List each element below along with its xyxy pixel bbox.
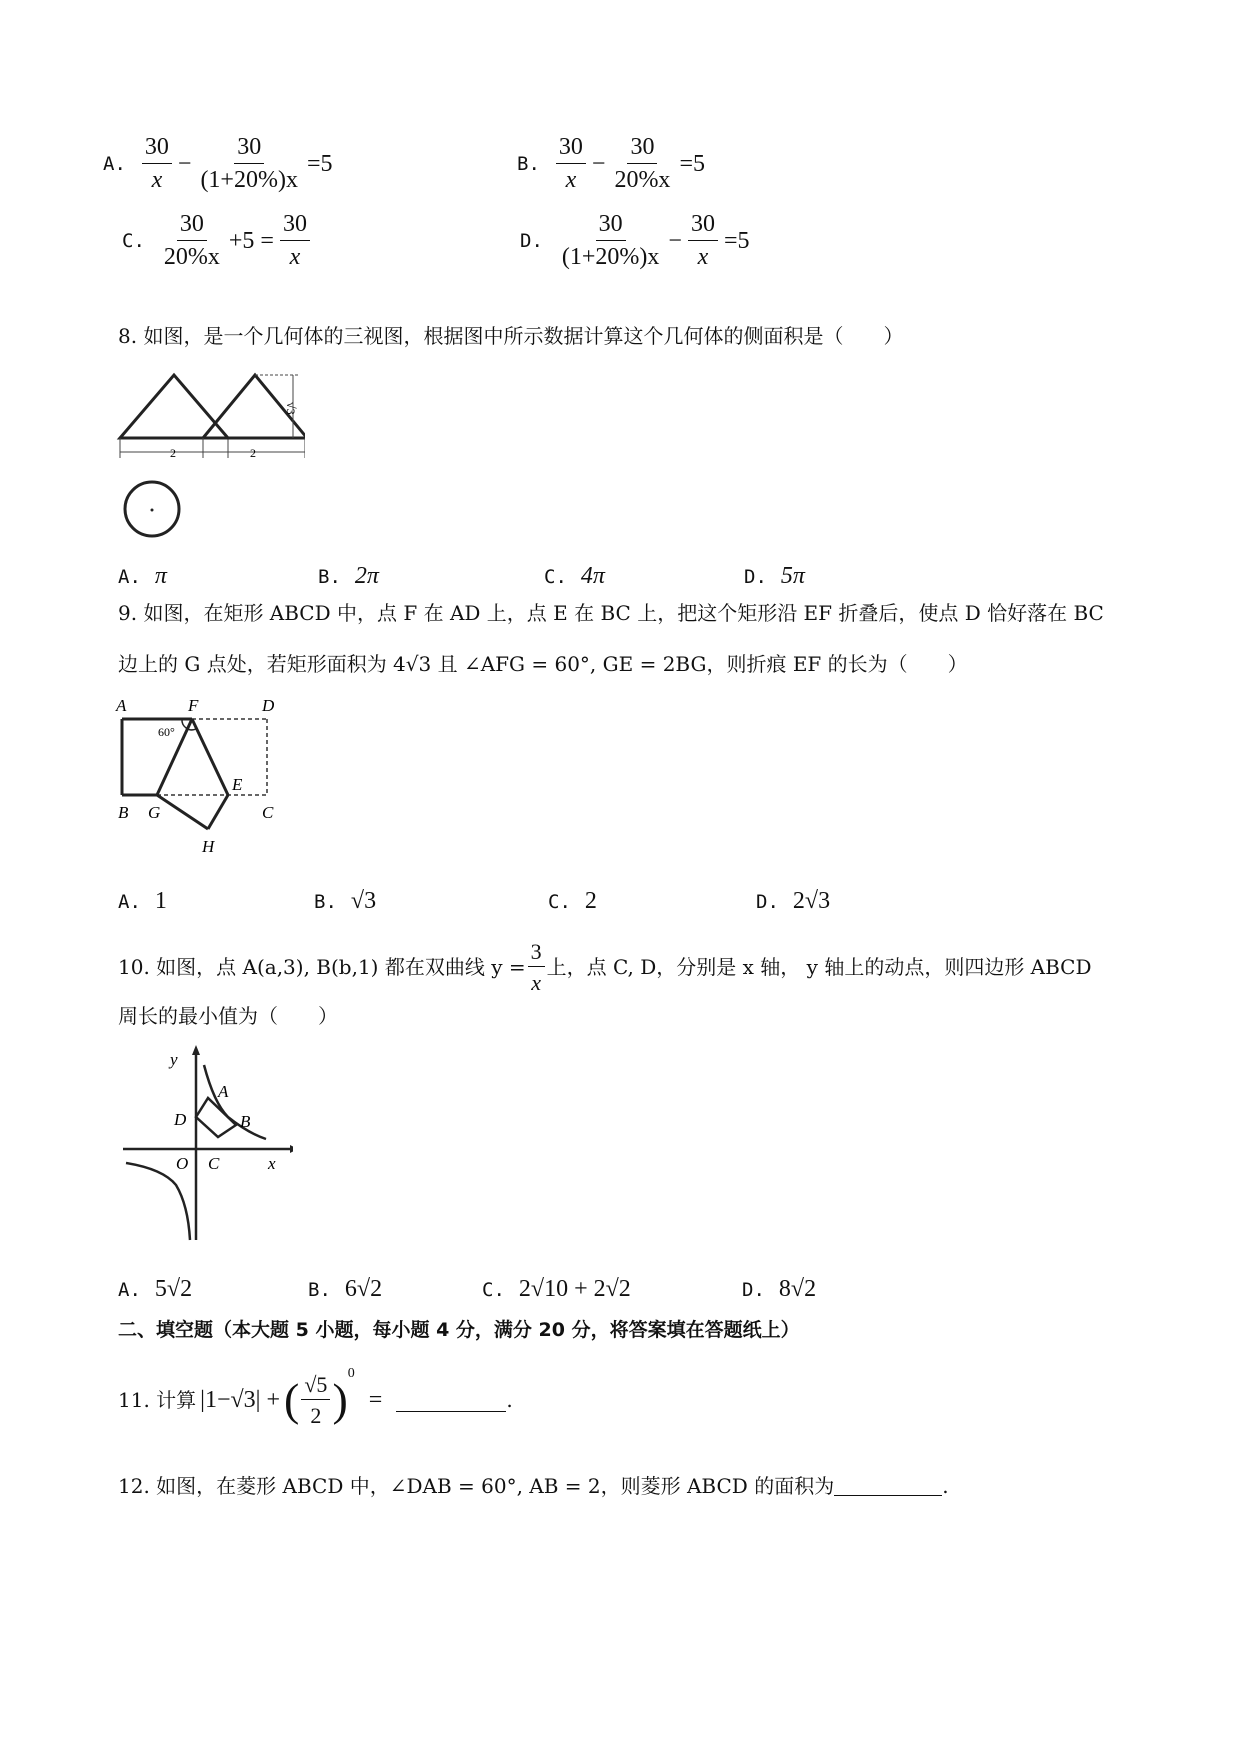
q10-label-y: y: [170, 1050, 178, 1069]
q12-answer-blank[interactable]: [834, 1475, 942, 1496]
q11-answer-blank[interactable]: [396, 1389, 506, 1412]
q10-options: A. 5√2 B. 6√2 C. 2√10 + 2√2 D. 8√2: [118, 1276, 817, 1302]
q9-label-b: B: [118, 803, 129, 822]
q11-stem: 11. 计算 |1−√3| + ( $\frac{√5}{2}$ ) 0 = .: [118, 1366, 513, 1429]
q9-stem-line2: 边上的 G 点处，若矩形面积为 4√3 且 ∠AFG = 60°, GE = 2BG，则折痕 EF 的长为（ ）: [118, 652, 968, 676]
q9-label-h: H: [202, 837, 215, 856]
q10-label-c: C: [208, 1154, 220, 1173]
q10-label-d: D: [174, 1110, 187, 1129]
q10-label-a: A: [218, 1082, 229, 1101]
q11-right-paren: ): [332, 1374, 348, 1426]
q9-stem-line1: 9. 如图，在矩形 ABCD 中，点 F 在 AD 上，点 E 在 BC 上，把这个矩形沿 EF 折叠后，使点 D 恰好落在 BC: [118, 601, 1104, 625]
q10-stem-line2: 周长的最小值为（ ）: [118, 1004, 338, 1028]
q8-side-width-label: 2: [250, 446, 256, 460]
q7-option-b: B. $\frac{30}{x}$ − $\frac{30}{20\%x}$ =5: [517, 134, 705, 194]
q9-options: A. 1 B. √3 C. 2 D. 2√3: [118, 888, 831, 914]
q8-options: A. π B. 2π C. 4π D. 5π: [118, 563, 805, 589]
q11-left-paren: (: [284, 1374, 300, 1426]
q9-fold-figure: [112, 692, 287, 862]
q10-label-o: O: [176, 1154, 189, 1173]
q9-label-d: D: [262, 696, 275, 715]
q7-option-d: D. $\frac{30}{(1+20\%)x}$ − $\frac{30}{x}$ =5: [520, 211, 750, 271]
q8-front-width-label: 2: [170, 446, 176, 460]
q7-option-a: A. $\frac{30}{x}$ − $\frac{30}{(1+20\%)x}$ =5: [103, 134, 333, 194]
q10-hyperbola-figure: [118, 1045, 293, 1245]
q9-label-c: C: [262, 803, 274, 822]
q8-three-view-figure: [115, 368, 305, 543]
q9-angle-label: 60°: [158, 725, 175, 739]
q9-label-e: E: [232, 775, 243, 794]
q8-stem: 8. 如图，是一个几何体的三视图，根据图中所示数据计算这个几何体的侧面积是（ ）: [118, 324, 904, 348]
q10-label-b: B: [240, 1112, 251, 1131]
q12-stem: 12. 如图，在菱形 ABCD 中，∠DAB = 60°, AB = 2，则菱形 ABCD 的面积为 .: [118, 1474, 949, 1498]
q8-height-label: √3: [284, 402, 298, 415]
section2-heading: 二、填空题（本大题 5 小题，每小题 4 分，满分 20 分，将答案填在答题纸上）: [118, 1319, 800, 1341]
q10-label-x: x: [268, 1154, 276, 1173]
q10-stem-line1: 10. 如图，点 A(a,3), B(b,1) 都在双曲线 y = $\frac{3}{x}$ 上，点 C, D，分别是 x 轴， y 轴上的动点，则四边形 ABCD: [118, 939, 1092, 996]
q9-label-f: F: [188, 696, 199, 715]
q7-option-c: C. $\frac{30}{20\%x}$ +5 = $\frac{30}{x}$: [122, 212, 312, 270]
q9-label-g: G: [148, 803, 161, 822]
q9-label-a: A: [116, 696, 127, 715]
